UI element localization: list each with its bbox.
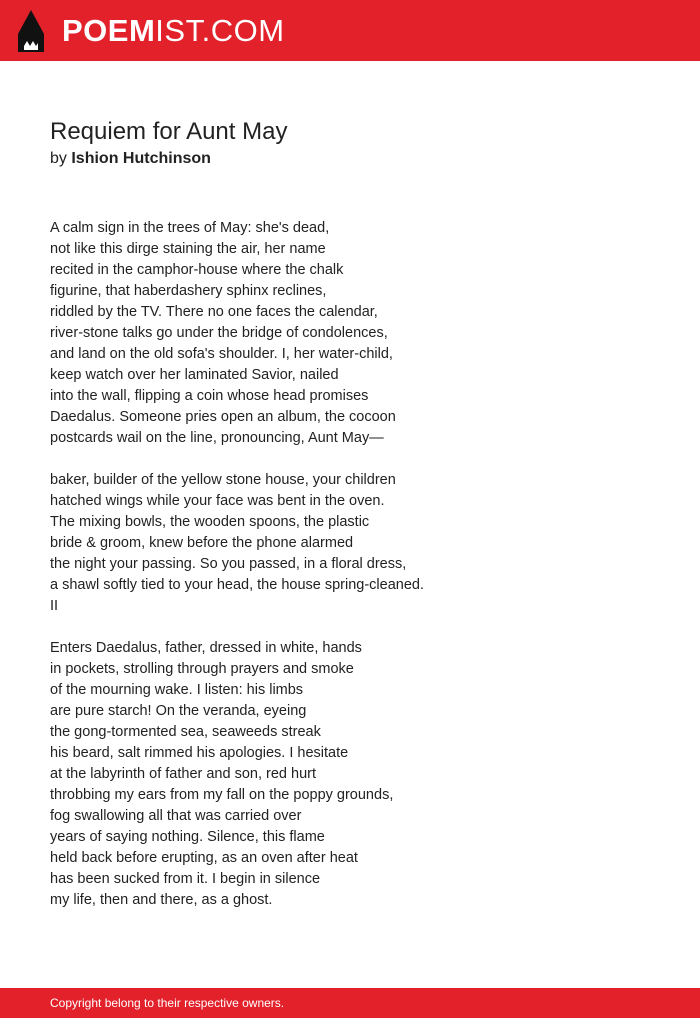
- poem-line: keep watch over her laminated Savior, nailed: [50, 367, 339, 383]
- poem-line: a shawl softly tied to your head, the house spring-cleaned.: [50, 577, 425, 593]
- poem-line: riddled by the TV. There no one faces the calendar,: [50, 304, 378, 320]
- author-name: Ishion Hutchinson: [71, 150, 211, 167]
- poem-line: at the labyrinth of father and son, red hurt: [50, 766, 316, 782]
- copyright-notice: Copyright belong to their respective owners.: [50, 996, 285, 1010]
- poem-line: his beard, salt rimmed his apologies. I hesitate: [50, 745, 349, 761]
- poem-line: II: [50, 598, 59, 614]
- poem-line: in pockets, strolling through prayers and smoke: [50, 661, 354, 677]
- site-logo[interactable]: [62, 12, 285, 50]
- poem-line: and land on the old sofa's shoulder. I, her water-child,: [50, 346, 393, 362]
- logo-text-bold: POEM: [62, 13, 156, 48]
- poem-line: baker, builder of the yellow stone house, your children: [50, 472, 396, 488]
- poem-line: the night your passing. So you passed, in a floral dress,: [50, 556, 407, 572]
- poem-line: hatched wings while your face was bent in the oven.: [50, 493, 385, 509]
- poem-line: [50, 617, 650, 638]
- poem-line: are pure starch! On the veranda, eyeing: [50, 703, 307, 719]
- site-footer: [0, 988, 700, 1018]
- poem-line: river-stone talks go under the bridge of condolences,: [50, 325, 388, 341]
- poem-line: recited in the camphor-house where the chalk: [50, 262, 344, 278]
- poem-title: Requiem for Aunt May: [50, 118, 288, 145]
- poem-line: has been sucked from it. I begin in silence: [50, 871, 321, 887]
- poem-line: fog swallowing all that was carried over: [50, 808, 302, 824]
- poem-line: A calm sign in the trees of May: she's dead,: [50, 220, 330, 236]
- poem-line: postcards wail on the line, pronouncing, Aunt May—: [50, 430, 384, 446]
- poem-line: held back before erupting, as an oven after heat: [50, 850, 358, 866]
- poem-line: The mixing bowls, the wooden spoons, the plastic: [50, 514, 370, 530]
- poem-line: figurine, that haberdashery sphinx reclines,: [50, 283, 327, 299]
- site-header: [0, 0, 700, 61]
- logo-text-rest: IST.COM: [155, 13, 285, 48]
- poem-line: years of saying nothing. Silence, this flame: [50, 829, 325, 845]
- pencil-icon[interactable]: [18, 10, 44, 52]
- poem-line: of the mourning wake. I listen: his limbs: [50, 682, 304, 698]
- poem-line: Enters Daedalus, father, dressed in white, hands: [50, 640, 362, 656]
- poem-body: [50, 218, 650, 911]
- poem-line: the gong-tormented sea, seaweeds streak: [50, 724, 321, 740]
- poem-line: Daedalus. Someone pries open an album, the cocoon: [50, 409, 396, 425]
- poem-line: not like this dirge staining the air, her name: [50, 241, 326, 257]
- poem-line: my life, then and there, as a ghost.: [50, 892, 273, 908]
- by-label: by: [50, 150, 67, 167]
- poem-line: throbbing my ears from my fall on the poppy grounds,: [50, 787, 394, 803]
- byline: [50, 148, 211, 170]
- poem-line: [50, 449, 650, 470]
- poem-line: bride & groom, knew before the phone alarmed: [50, 535, 354, 551]
- poem-line: into the wall, flipping a coin whose head promises: [50, 388, 369, 404]
